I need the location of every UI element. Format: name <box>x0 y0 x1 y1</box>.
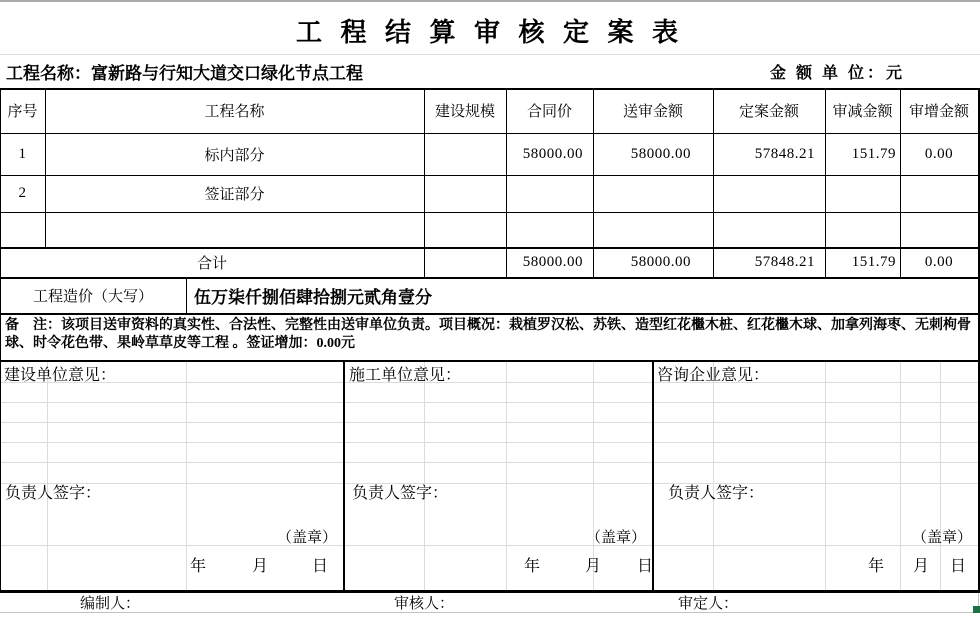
total-label: 合计 <box>196 255 227 272</box>
amount-unit-label: 金 额 单 位：元 <box>770 65 906 82</box>
date-year-2: 年 <box>524 558 541 575</box>
seal-label-1: （盖章） <box>276 529 337 546</box>
row2-final[interactable] <box>713 175 825 212</box>
grid-line <box>0 612 977 613</box>
row1-increased[interactable]: 0.00 <box>924 145 954 162</box>
grid-line <box>0 0 980 2</box>
consulting-firm-opinion-title: 咨询企业意见： <box>657 366 770 384</box>
row1-scale[interactable] <box>424 133 506 175</box>
approver-label: 审定人： <box>678 596 739 612</box>
date-year-3: 年 <box>868 558 885 575</box>
row2-name[interactable]: 签证部分 <box>204 187 265 203</box>
date-month-3: 月 <box>913 558 930 575</box>
row1-seq[interactable]: 1 <box>18 145 27 162</box>
total-final[interactable]: 57848.21 <box>754 253 815 270</box>
consulting-firm-opinion-area[interactable] <box>655 384 977 480</box>
grid-line <box>0 545 978 546</box>
construction-unit-opinion-area[interactable] <box>1 384 342 480</box>
row2-submitted[interactable] <box>593 175 713 212</box>
cost-in-words-value[interactable]: 伍万柒仟捌佰肆拾捌元贰角壹分 <box>194 287 432 307</box>
seal-label-3: （盖章） <box>911 529 972 546</box>
date-day-3: 日 <box>950 558 967 575</box>
selection-fill-handle[interactable] <box>973 606 980 613</box>
construction-unit-opinion-title: 建设单位意见： <box>4 366 117 384</box>
row1-name[interactable]: 标内部分 <box>204 147 265 164</box>
total-scale[interactable] <box>424 247 506 277</box>
total-reduced[interactable]: 151.79 <box>851 253 896 270</box>
contractor-opinion-area[interactable] <box>346 384 651 480</box>
sign-label-2: 负责人签字： <box>352 484 449 502</box>
section-border <box>343 360 345 590</box>
section-border <box>652 360 654 590</box>
cost-in-words-label: 工程造价（大写） <box>32 288 153 305</box>
row1-reduced[interactable]: 151.79 <box>851 145 896 162</box>
page-title: 工 程 结 算 审 核 定 案 表 <box>295 18 684 47</box>
date-day-1: 日 <box>312 558 329 575</box>
remark-text: 备 注：该项目送审资料的真实性、合法性、完整性由送审单位负责。项目概况：栽植罗汉松、苏铁、造型红花檵木桩、红花檵木球、加拿列海枣、无刺枸骨球、时令花色带、果岭草草皮等工程 。签证增加：0.00元 <box>5 318 971 351</box>
auditor-label: 审核人： <box>394 596 455 612</box>
project-name: 工程名称：富新路与行知大道交口绿化节点工程 <box>6 64 363 83</box>
header-seq: 序号 <box>7 104 38 120</box>
date-day-2: 日 <box>637 558 654 575</box>
row1-contract[interactable]: 58000.00 <box>522 145 583 162</box>
row1-submitted[interactable]: 58000.00 <box>630 145 691 162</box>
header-submitted-amount: 送审金额 <box>622 104 683 120</box>
row2-seq[interactable]: 2 <box>18 185 27 201</box>
date-year-1: 年 <box>190 558 207 575</box>
contractor-opinion-title: 施工单位意见： <box>349 366 462 384</box>
row3-seq[interactable] <box>0 212 45 247</box>
sign-label-3: 负责人签字： <box>668 484 765 502</box>
total-increased[interactable]: 0.00 <box>924 253 954 270</box>
header-project-name: 工程名称 <box>204 104 265 120</box>
total-contract[interactable]: 58000.00 <box>522 253 583 270</box>
date-month-1: 月 <box>252 558 269 575</box>
header-reduced-amount: 审减金额 <box>832 104 893 120</box>
sign-label-1: 负责人签字： <box>5 484 102 502</box>
seal-label-2: （盖章） <box>585 529 646 546</box>
table-border <box>0 313 980 315</box>
preparer-label: 编制人： <box>80 596 141 612</box>
date-month-2: 月 <box>585 558 602 575</box>
header-increased-amount: 审增金额 <box>908 104 969 120</box>
row3-name[interactable] <box>45 212 424 247</box>
total-submitted[interactable]: 58000.00 <box>630 253 691 270</box>
row2-contract[interactable] <box>506 175 593 212</box>
row1-final[interactable]: 57848.21 <box>754 145 815 162</box>
header-final-amount: 定案金额 <box>738 104 799 120</box>
header-contract-price: 合同价 <box>526 104 572 120</box>
header-scale: 建设规模 <box>434 104 495 120</box>
